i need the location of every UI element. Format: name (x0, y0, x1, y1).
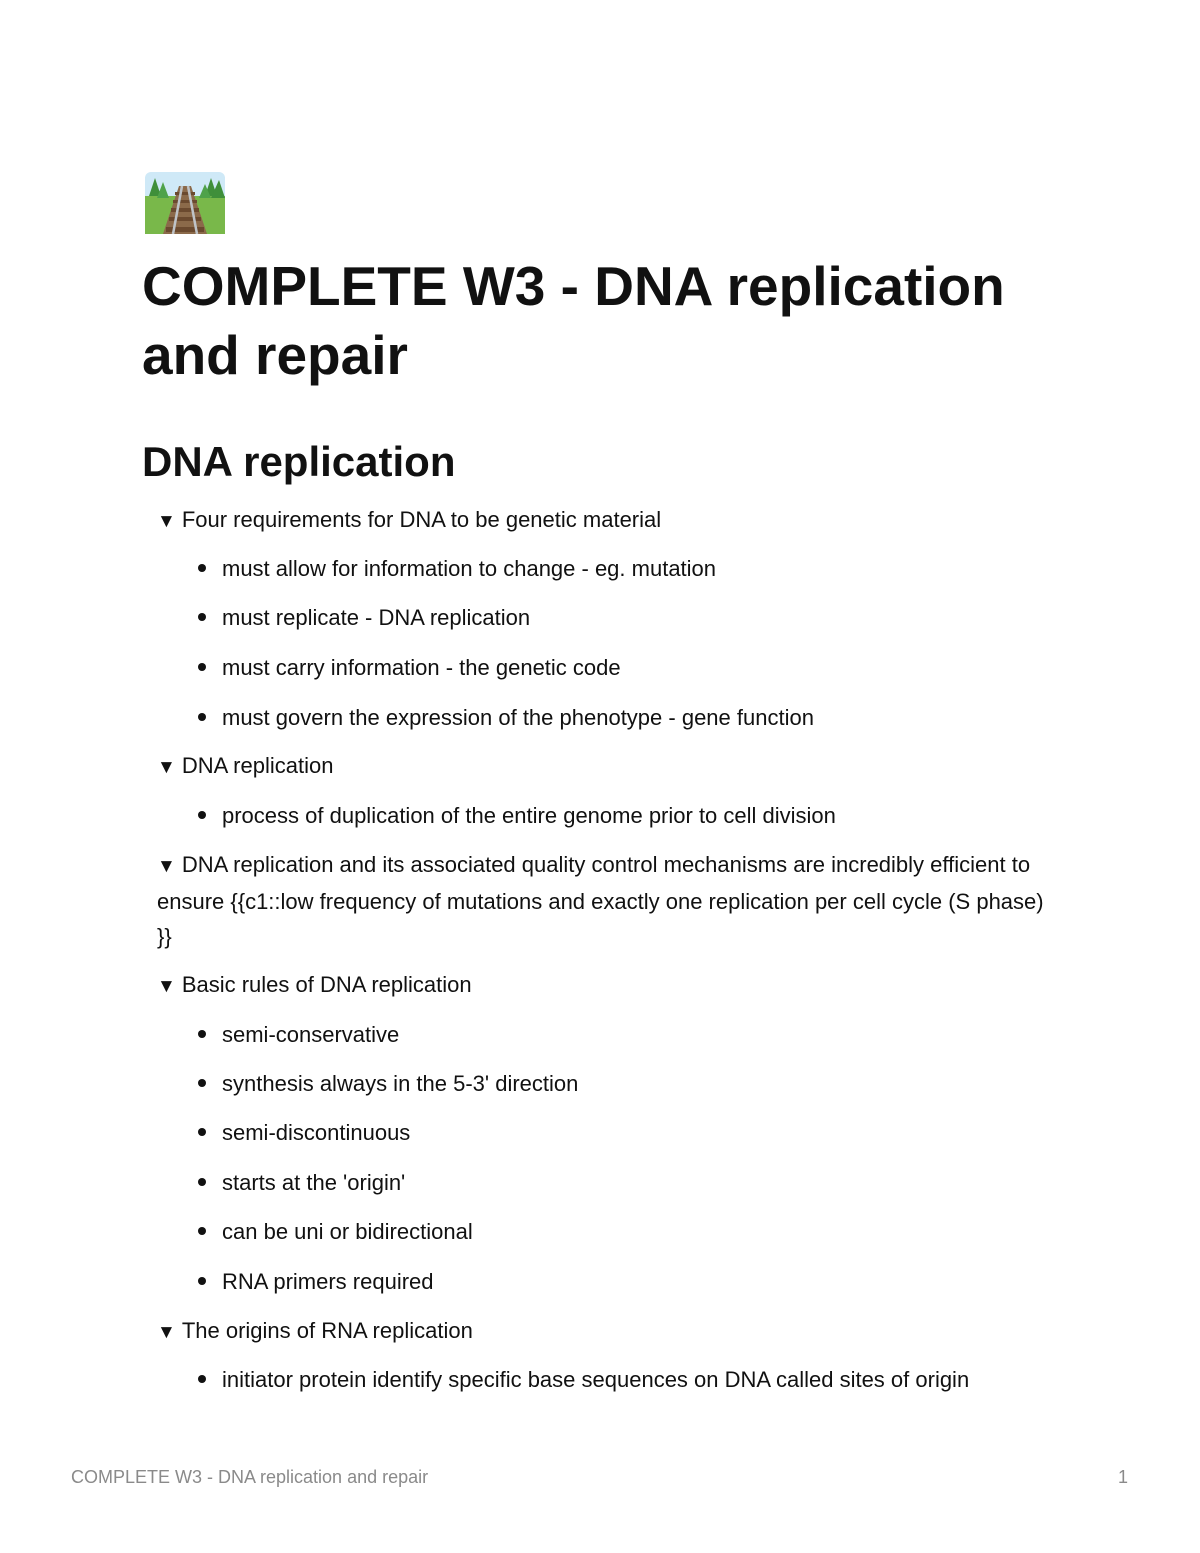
toggle-arrow-icon[interactable]: ▼ (157, 856, 176, 877)
list-item-text: can be uni or bidirectional (222, 1219, 473, 1244)
toggle-text: DNA replication and its associated quality control mechanisms are incredibly efficient to ensure {{c1::low frequency of mutations and exactly one replication per cell cycle (S phase) }} (157, 852, 1044, 949)
toggle-arrow-icon[interactable]: ▼ (157, 757, 176, 778)
list-item-text: initiator protein identify specific base sequences on DNA called sites of origin (222, 1367, 970, 1392)
list-item (198, 551, 716, 586)
toggle-arrow-icon[interactable]: ▼ (157, 976, 176, 997)
bullet-icon (198, 663, 206, 671)
list-item-text: synthesis always in the 5-3' direction (222, 1071, 579, 1096)
list-item-text: process of duplication of the entire genome prior to cell division (222, 803, 836, 828)
section-heading: DNA replication (142, 438, 456, 485)
toggle-arrow-icon[interactable]: ▼ (157, 511, 176, 532)
list-item-text: must carry information - the genetic code (222, 655, 621, 680)
list-item-text: must replicate - DNA replication (222, 605, 531, 630)
bullet-icon (198, 1178, 206, 1186)
bullet-icon (198, 1030, 206, 1038)
toggle-block[interactable] (157, 748, 1057, 785)
toggle-arrow-icon[interactable]: ▼ (157, 1322, 176, 1343)
list-item (198, 1066, 578, 1101)
list-item (198, 600, 530, 635)
list-item-text: starts at the 'origin' (222, 1170, 406, 1195)
list-item-text: semi-conservative (222, 1022, 400, 1047)
toggle-text: DNA replication (181, 753, 334, 778)
list-item (198, 650, 621, 685)
list-item (198, 1214, 473, 1249)
bullet-icon (198, 1277, 206, 1285)
list-item (198, 1264, 434, 1299)
list-item (198, 1165, 405, 1200)
toggle-block[interactable] (157, 502, 1057, 539)
list-item-text: semi-discontinuous (222, 1120, 411, 1145)
page-title: COMPLETE W3 - DNA replication and repair (142, 255, 1005, 386)
list-item (198, 1017, 399, 1052)
bullet-icon (198, 713, 206, 721)
footer-title: COMPLETE W3 - DNA replication and repair (71, 1467, 429, 1487)
list-item-text: must allow for information to change - eg. mutation (222, 556, 717, 581)
bullet-icon (198, 811, 206, 819)
railway-track-icon (145, 172, 225, 234)
list-item (198, 798, 836, 833)
toggle-block[interactable] (157, 1313, 1057, 1350)
toggle-text: The origins of RNA replication (181, 1318, 473, 1343)
page-number: 1 (1117, 1467, 1128, 1487)
toggle-block[interactable] (157, 967, 1057, 1004)
list-item (198, 1115, 410, 1150)
toggle-block[interactable] (157, 847, 1057, 954)
list-item (198, 1362, 969, 1397)
list-item-text: RNA primers required (222, 1269, 434, 1294)
bullet-icon (198, 1227, 206, 1235)
bullet-icon (198, 1079, 206, 1087)
list-item (198, 700, 814, 735)
bullet-icon (198, 1128, 206, 1136)
bullet-icon (198, 564, 206, 572)
bullet-icon (198, 613, 206, 621)
bullet-icon (198, 1375, 206, 1383)
list-item-text: must govern the expression of the phenotype - gene function (222, 705, 814, 730)
toggle-text: Basic rules of DNA replication (181, 972, 472, 997)
toggle-text: Four requirements for DNA to be genetic material (181, 507, 662, 532)
